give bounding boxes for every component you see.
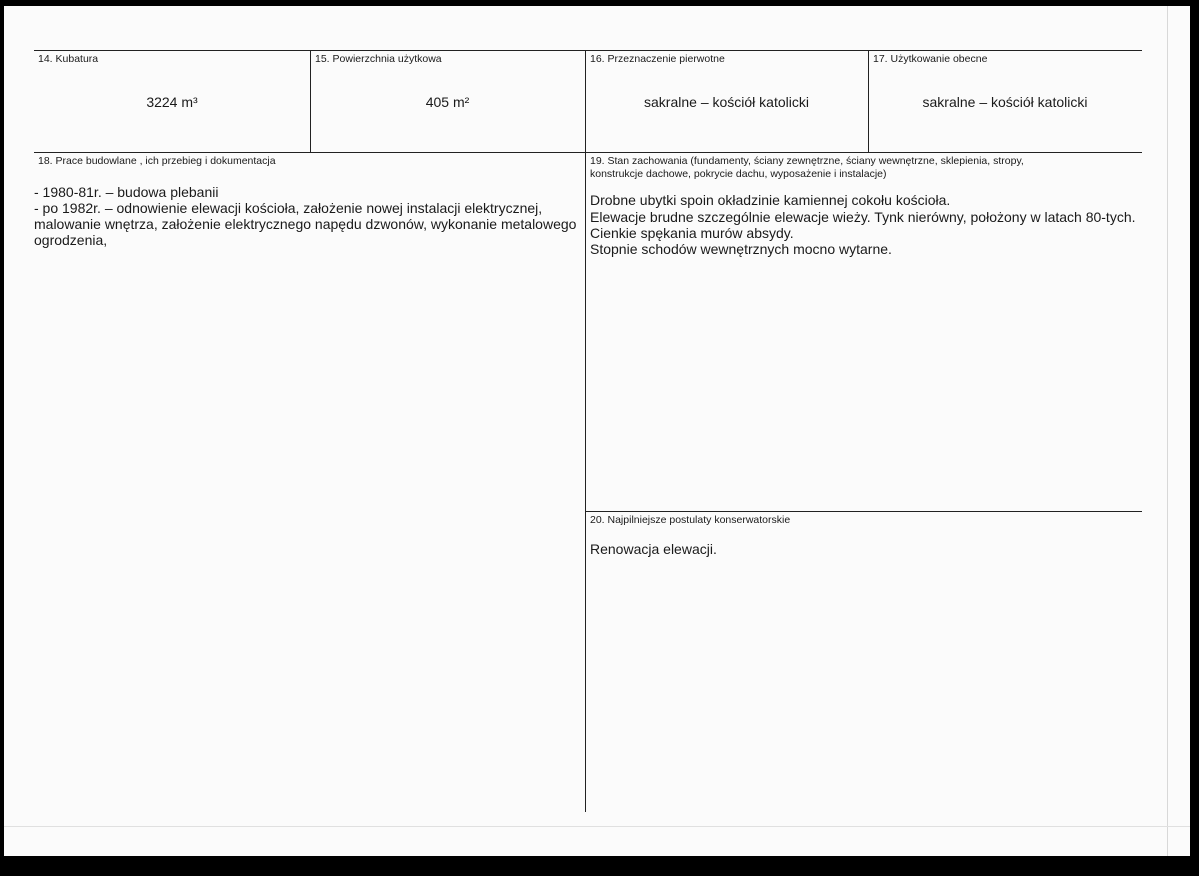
field-20-label: 20. Najpilniejsze postulaty konserwatorskie [590, 514, 791, 526]
condition-line: Elewacje brudne szczególnie elewacje wieży. Tynk nierówny, położony w latach 80-tych. [590, 209, 1136, 225]
works-line: - 1980-81r. – budowa plebanii [34, 184, 219, 200]
field-16-value: sakralne – kościół katolicki [644, 94, 809, 110]
postulates-top-border [585, 511, 1142, 512]
works-line: ogrodzenia, [34, 232, 108, 248]
postulates-text: Renowacja elewacji. [590, 541, 717, 557]
field-19-label-line1: 19. Stan zachowania (fundamenty, ściany zewnętrzne, ściany wewnętrzne, sklepienia, stropy, [590, 155, 1024, 167]
column-divider [585, 152, 586, 812]
field-15-value: 405 m² [425, 94, 470, 110]
works-line: - po 1982r. – odnowienie elewacji kościoła, założenie nowej instalacji elektrycznej, [34, 200, 543, 216]
row2-top-border [34, 152, 1142, 153]
field-19-label-line2: konstrukcje dachowe, pokrycie dachu, wyposażenie i instalacje) [590, 168, 887, 180]
document-sheet [4, 6, 1190, 856]
condition-line: Stopnie schodów wewnętrznych mocno wytarne. [590, 241, 892, 257]
sheet-edge-bottom [4, 826, 1190, 827]
field-17-value: sakralne – kościół katolicki [922, 94, 1088, 110]
field-14-value: 3224 m³ [146, 94, 198, 110]
field-17-label: 17. Użytkowanie obecne [873, 53, 988, 65]
row1-top-border [34, 50, 1142, 51]
field-15-label: 15. Powierzchnia użytkowa [315, 53, 442, 65]
condition-line: Drobne ubytki spoin okładzinie kamiennej cokołu kościoła. [590, 192, 951, 208]
field-14-label: 14. Kubatura [38, 53, 99, 65]
condition-line: Cienkie spękania murów absydy. [590, 225, 794, 241]
field-18-label: 18. Prace budowlane , ich przebieg i dokumentacja [38, 155, 276, 167]
field-16-label: 16. Przeznaczenie pierwotne [590, 53, 725, 65]
works-line: malowanie wnętrza, założenie elektrycznego napędu dzwonów, wykonanie metalowego [34, 216, 577, 232]
sheet-edge-right [1167, 6, 1168, 856]
